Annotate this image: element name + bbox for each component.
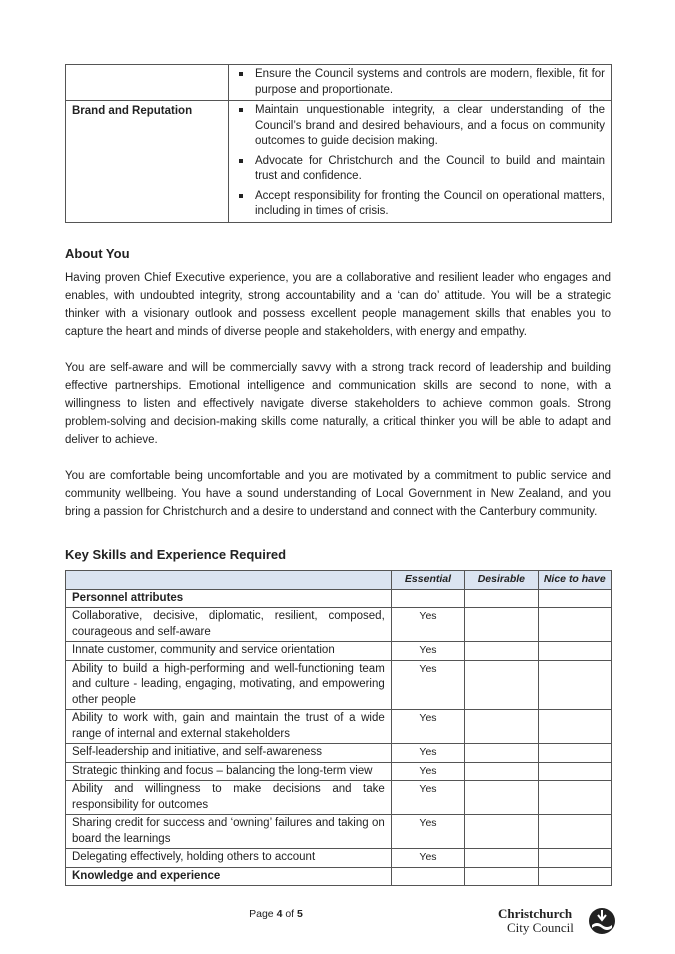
table-row (66, 849, 612, 868)
essential-cell: Yes (391, 608, 464, 642)
nice-to-have-cell (538, 781, 611, 815)
page-of: of (285, 908, 295, 920)
row-label: Brand and Reputation (66, 101, 229, 223)
attribute-cell: Ability to work with, gain and maintain the trust of a wide range of internal and external stakeholders (66, 710, 392, 744)
logo-emblem-icon (588, 907, 616, 935)
page-number (0, 908, 552, 920)
page-total: 5 (297, 908, 303, 920)
row-label (66, 65, 229, 101)
skills-table (65, 570, 612, 886)
list-item: Maintain unquestionable integrity, a clear understanding of the Council’s brand and desired behaviours, and a focus on community outcomes to guide decision making. (235, 103, 605, 150)
table-row (66, 642, 612, 661)
nice-to-have-cell (538, 762, 611, 781)
essential-cell (391, 867, 464, 886)
responsibilities-table (65, 64, 612, 223)
nice-to-have-cell (538, 867, 611, 886)
attribute-cell: Innate customer, community and service orientation (66, 642, 392, 661)
table-row (66, 744, 612, 763)
essential-cell: Yes (391, 762, 464, 781)
header-nice-to-have: Nice to have (538, 571, 611, 590)
essential-cell: Yes (391, 660, 464, 710)
header-essential: Essential (391, 571, 464, 590)
nice-to-have-cell (538, 815, 611, 849)
logo-line2: City Council (507, 920, 574, 935)
attribute-cell: Ability and willingness to make decisions and take responsibility for outcomes (66, 781, 392, 815)
desirable-cell (465, 867, 538, 886)
table-row (66, 815, 612, 849)
nice-to-have-cell (538, 710, 611, 744)
header-blank-cell (66, 571, 392, 590)
section-row (66, 867, 612, 886)
attribute-cell: Self-leadership and initiative, and self-awareness (66, 744, 392, 763)
nice-to-have-cell (538, 660, 611, 710)
desirable-cell (465, 660, 538, 710)
essential-cell: Yes (391, 781, 464, 815)
list-item: Accept responsibility for fronting the Council on operational matters, including in times of crisis. (235, 189, 605, 220)
about-paragraph: You are self-aware and will be commercially savvy with a strong track record of leadership and building effective partnerships. Emotional intelligence and communication skills are second to none, with a willingness to listen and effectively navigate diverse stakeholders to achieve common goals. Strong problem-solving and decision-making skills come naturally, a critical thinker you will be able to adapt and deliver to achieve. (65, 362, 611, 446)
section-row (66, 589, 612, 608)
essential-cell: Yes (391, 642, 464, 661)
list-item: Advocate for Christchurch and the Council to build and maintain trust and confidence. (235, 154, 605, 185)
desirable-cell (465, 815, 538, 849)
list-item: Ensure the Council systems and controls are modern, flexible, fit for purpose and proportionate. (235, 67, 605, 98)
table-header-row (66, 571, 612, 590)
desirable-cell (465, 762, 538, 781)
header-desirable: Desirable (465, 571, 538, 590)
attribute-cell: Personnel attributes (66, 589, 392, 608)
table-row (66, 101, 612, 223)
about-paragraph: Having proven Chief Executive experience, you are a collaborative and resilient leader who engages and enables, with undoubted integrity, strong accountability and a ‘can do’ attitude. You will be a strategic thinker with a visionary outlook and possess excellent people management skills that enables you to capture the heart and minds of diverse people and stakeholders, with energy and empathy. (65, 272, 611, 338)
about-paragraph: You are comfortable being uncomfortable and you are motivated by a commitment to public service and community wellbeing. You have a sound understanding of Local Government in New Zealand, and you bring a passion for Christchurch and a desire to understand and connect with the Canterbury community. (65, 470, 611, 518)
page-current: 4 (276, 908, 283, 920)
bullet-list (235, 67, 605, 98)
skills-heading: Key Skills and Experience Required (65, 547, 287, 562)
desirable-cell (465, 849, 538, 868)
nice-to-have-cell (538, 642, 611, 661)
attribute-cell: Collaborative, decisive, diplomatic, resilient, composed, courageous and self-aware (66, 608, 392, 642)
nice-to-have-cell (538, 589, 611, 608)
attribute-cell: Delegating effectively, holding others to account (66, 849, 392, 868)
skills-table-body (66, 589, 612, 886)
table-row (66, 710, 612, 744)
essential-cell: Yes (391, 815, 464, 849)
page-prefix: Page (249, 908, 274, 920)
nice-to-have-cell (538, 608, 611, 642)
desirable-cell (465, 642, 538, 661)
essential-cell: Yes (391, 849, 464, 868)
desirable-cell (465, 744, 538, 763)
table-row (66, 65, 612, 101)
table-row (66, 608, 612, 642)
table-row (66, 660, 612, 710)
essential-cell: Yes (391, 710, 464, 744)
table-row (66, 762, 612, 781)
desirable-cell (465, 781, 538, 815)
essential-cell (391, 589, 464, 608)
essential-cell: Yes (391, 744, 464, 763)
attribute-cell: Sharing credit for success and ‘owning’ failures and taking on board the learnings (66, 815, 392, 849)
attribute-cell: Strategic thinking and focus – balancing the long-term view (66, 762, 392, 781)
about-heading: About You (65, 246, 130, 261)
table-row (66, 781, 612, 815)
attribute-cell: Knowledge and experience (66, 867, 392, 886)
logo-line1: Christchurch (498, 906, 573, 921)
council-logo (498, 906, 618, 936)
nice-to-have-cell (538, 849, 611, 868)
bullet-list (235, 103, 605, 220)
desirable-cell (465, 589, 538, 608)
nice-to-have-cell (538, 744, 611, 763)
attribute-cell: Ability to build a high-performing and well-functioning team and culture - leading, engaging, motivating, and empowering other people (66, 660, 392, 710)
desirable-cell (465, 710, 538, 744)
desirable-cell (465, 608, 538, 642)
